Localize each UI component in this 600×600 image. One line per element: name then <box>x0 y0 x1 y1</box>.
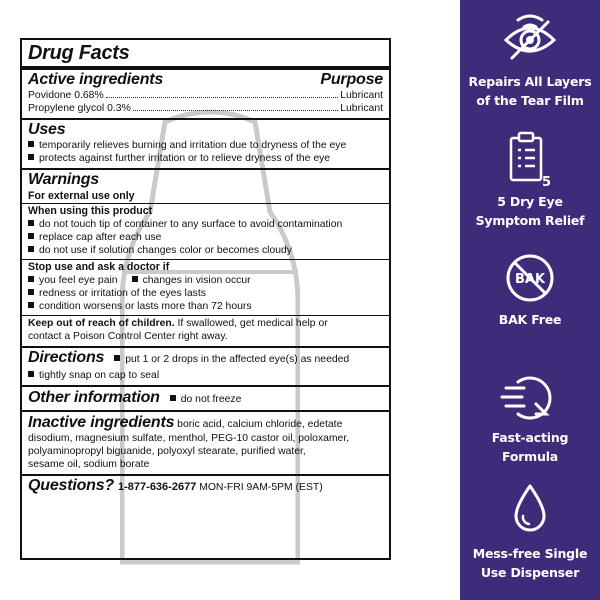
bak-text: BAK <box>514 272 546 287</box>
questions-heading: Questions? <box>28 477 115 494</box>
benefit-label: BAK Free <box>498 312 562 327</box>
uses-text: temporarily relieves burning and irritation due to dryness of the eye <box>39 140 347 151</box>
bullet-icon <box>28 220 34 226</box>
warning-text: do not use if solution changes color or becomes cloudy <box>39 245 292 256</box>
directions-item <box>28 369 383 382</box>
external-use-note: For external use only <box>28 190 135 202</box>
bullet-icon <box>28 289 34 295</box>
ingredient-purpose: Lubricant <box>340 90 383 101</box>
drug-facts-title: Drug Facts <box>28 42 130 64</box>
other-info-heading: Other information <box>28 389 160 406</box>
badge-5: 5 <box>542 175 552 188</box>
uses-text: protects against further irritation or to relieve dryness of the eye <box>39 153 331 164</box>
benefit-bak-free <box>460 252 600 329</box>
directions-text: tightly snap on cap to seal <box>39 370 160 381</box>
droplet-icon <box>508 482 552 538</box>
warning-item <box>28 274 383 287</box>
warning-item <box>28 287 383 300</box>
directions-text: put 1 or 2 drops in the affected eye(s) as needed <box>125 354 350 365</box>
bullet-icon <box>114 355 120 361</box>
bullet-icon <box>132 276 138 282</box>
purpose-heading: Purpose <box>320 71 383 88</box>
when-using-heading: When using this product <box>28 205 153 217</box>
ingredient-name: Propylene glycol 0.3% <box>28 103 131 114</box>
active-ingredient-row <box>28 89 383 102</box>
inactive-heading: Inactive ingredients <box>28 414 175 431</box>
inactive-text-line: disodium, magnesium sulfate, menthol, PEG-10 castor oil, poloxamer, <box>28 433 350 444</box>
inactive-text-line: polyaminopropyl biguanide, polyoxyl stearate, purified water, <box>28 446 306 457</box>
benefit-label: of the Tear Film <box>476 93 584 108</box>
uses-item <box>28 139 383 152</box>
active-ingredients-heading: Active ingredients <box>28 71 164 88</box>
warning-item <box>28 300 383 313</box>
no-bak-icon <box>504 252 556 304</box>
directions-row <box>28 348 383 369</box>
bullet-icon <box>28 141 34 147</box>
bullet-icon <box>28 302 34 308</box>
clipboard-checklist-icon <box>505 130 555 188</box>
benefit-label: 5 Dry Eye <box>497 194 563 209</box>
ingredient-purpose: Lubricant <box>340 103 383 114</box>
warnings-heading: Warnings <box>28 171 100 188</box>
bullet-icon <box>28 154 34 160</box>
active-ingredient-row <box>28 102 383 115</box>
benefit-label: Fast-acting <box>491 430 569 445</box>
uses-heading: Uses <box>28 121 66 138</box>
benefit-symptom-relief <box>460 130 600 230</box>
other-info-row <box>28 387 383 410</box>
benefit-label: Repairs All Layers <box>468 74 592 89</box>
ingredient-name: Povidone 0.68% <box>28 90 104 101</box>
children-warning-text: If swallowed, get medical help or <box>174 318 328 329</box>
benefit-mess-free <box>460 482 600 582</box>
bullet-icon <box>28 276 34 282</box>
warning-item <box>28 218 383 231</box>
phone-number: 1-877-636-2677 <box>118 481 197 493</box>
warning-text: changes in vision occur <box>142 275 251 286</box>
warning-text: do not touch tip of container to any surface to avoid contamination <box>39 219 343 230</box>
inactive-text: boric acid, calcium chloride, edetate <box>174 419 343 430</box>
warning-text: you feel eye pain <box>39 275 118 286</box>
keep-out-of-reach <box>28 316 383 330</box>
fast-acting-icon <box>500 370 560 424</box>
warning-text: condition worsens or lasts more than 72 hours <box>39 301 252 312</box>
bullet-icon <box>28 246 34 252</box>
dot-leader <box>106 97 339 98</box>
warning-item <box>28 244 383 257</box>
benefits-panel <box>460 0 600 600</box>
questions-row <box>28 476 383 498</box>
active-ingredients-header <box>28 70 383 89</box>
warning-text: replace cap after each use <box>39 232 162 243</box>
warning-item <box>28 231 383 244</box>
eye-icon <box>498 10 562 68</box>
directions-heading: Directions <box>28 349 105 366</box>
benefit-label: Mess-free Single <box>472 546 588 561</box>
bullet-icon <box>28 371 34 377</box>
other-info-text: do not freeze <box>180 394 242 405</box>
inactive-ingredients <box>28 412 383 432</box>
hours-text: MON-FRI 9AM-5PM (EST) <box>196 482 323 493</box>
warning-text: redness or irritation of the eyes lasts <box>39 288 206 299</box>
benefit-label: Symptom Relief <box>475 213 585 228</box>
dot-leader <box>133 110 338 111</box>
stop-use-heading: Stop use and ask a doctor if <box>28 261 170 273</box>
uses-item <box>28 152 383 165</box>
bullet-icon <box>170 395 176 401</box>
children-warning-bold: Keep out of reach of children. <box>28 318 175 329</box>
benefit-tear-film <box>460 10 600 110</box>
benefit-label: Formula <box>501 449 559 464</box>
drug-facts-panel <box>20 38 391 560</box>
benefit-label: Use Dispenser <box>480 565 580 580</box>
bullet-icon <box>28 233 34 239</box>
benefit-fast-acting <box>460 370 600 466</box>
keep-out-of-reach-cont: contact a Poison Control Center right away. <box>28 331 228 342</box>
inactive-text-line: sesame oil, sodium borate <box>28 459 150 470</box>
